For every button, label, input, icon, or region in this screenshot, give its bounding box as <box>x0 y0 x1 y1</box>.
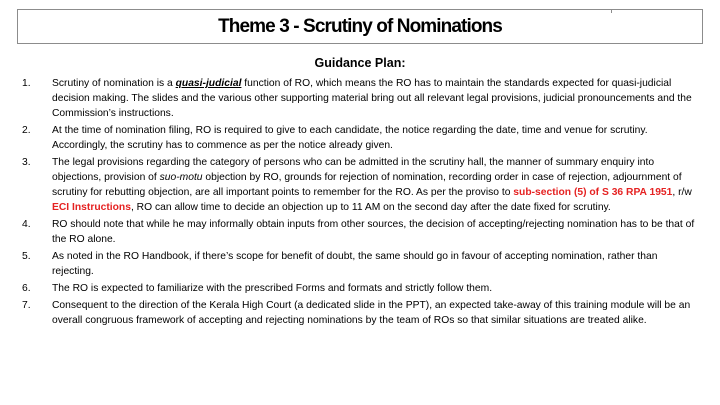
list-item-4 <box>0 218 700 248</box>
list-item-3 <box>0 156 700 216</box>
list-number: 6. <box>22 283 31 295</box>
item-text: , r/w <box>672 186 692 198</box>
item-text: Scrutiny of nomination is a <box>52 78 176 89</box>
item-text: objection by RO, grounds for rejection of nomination, recording order in case of rejection, adjournment of scrutiny for rebutting objection, are all important points to remember for the RO. As per the proviso to <box>52 172 682 198</box>
list-item-1 <box>0 77 700 122</box>
item-text: At the time of nomination filing, RO is required to give to each candidate, the notice regarding the date, time and venue for scrutiny. Accordingly, the scrutiny has to commence as per the notice already given. <box>52 125 648 151</box>
list-number: 3. <box>22 157 31 169</box>
list-number: 7. <box>22 300 31 312</box>
list-number: 2. <box>22 125 31 137</box>
list-number: 4. <box>22 219 31 231</box>
list-item-6 <box>0 282 700 297</box>
item-text: The legal provisions regarding the category of persons who can be admitted in the scrutiny hall, the manner of summary enquiry into objections, provision of <box>52 157 655 184</box>
item-text: Consequent to the direction of the Kerala High Court (a dedicated slide in the PPT), an expected take-away of this training module will be an overall congruous framework of accepting and rejecting nominations by the team of ROs so that similar situations are treated alike. <box>52 300 691 327</box>
quasi-judicial-emphasis: quasi-judicial <box>175 78 242 89</box>
item-text: RO should note that while he may informally obtain inputs from other sources, the decision of accepting/rejecting nomination has to be that of the RO alone. <box>52 219 695 245</box>
item-text: As noted in the RO Handbook, if there’s scope for benefit of doubt, the same should go in favour of accepting nomination, rather than rejecting. <box>52 251 658 278</box>
list-item-5 <box>0 250 700 280</box>
item-text: function of RO, which means the RO has to maintain the standards expected for quasi-judicial decision making. The slides and the various other supporting material bring out all relevant legal provisions, judicial pronouncements and the Commission’s instructions. <box>52 78 692 119</box>
item-text: , RO can allow time to decide an objection up to 11 AM on the second day after the date fixed for scrutiny. <box>130 201 611 213</box>
eci-instructions-reference: ECI Instructions <box>52 201 131 213</box>
suo-motu-italic: suo-motu <box>159 172 203 184</box>
guidance-list <box>0 77 700 332</box>
title-box-tick <box>611 9 612 13</box>
list-item-2 <box>0 124 700 154</box>
list-number: 5. <box>22 251 31 263</box>
slide-subtitle: Guidance Plan: <box>314 56 406 70</box>
item-text: The RO is expected to familiarize with the prescribed Forms and formats and strictly follow them. <box>52 283 493 295</box>
rpa-section-reference: sub-section (5) of S 36 RPA 1951 <box>513 186 673 198</box>
slide-title: Theme 3 - Scrutiny of Nominations <box>218 15 502 37</box>
list-number: 1. <box>22 78 31 89</box>
list-item-7 <box>0 299 700 329</box>
title-box <box>17 9 703 44</box>
